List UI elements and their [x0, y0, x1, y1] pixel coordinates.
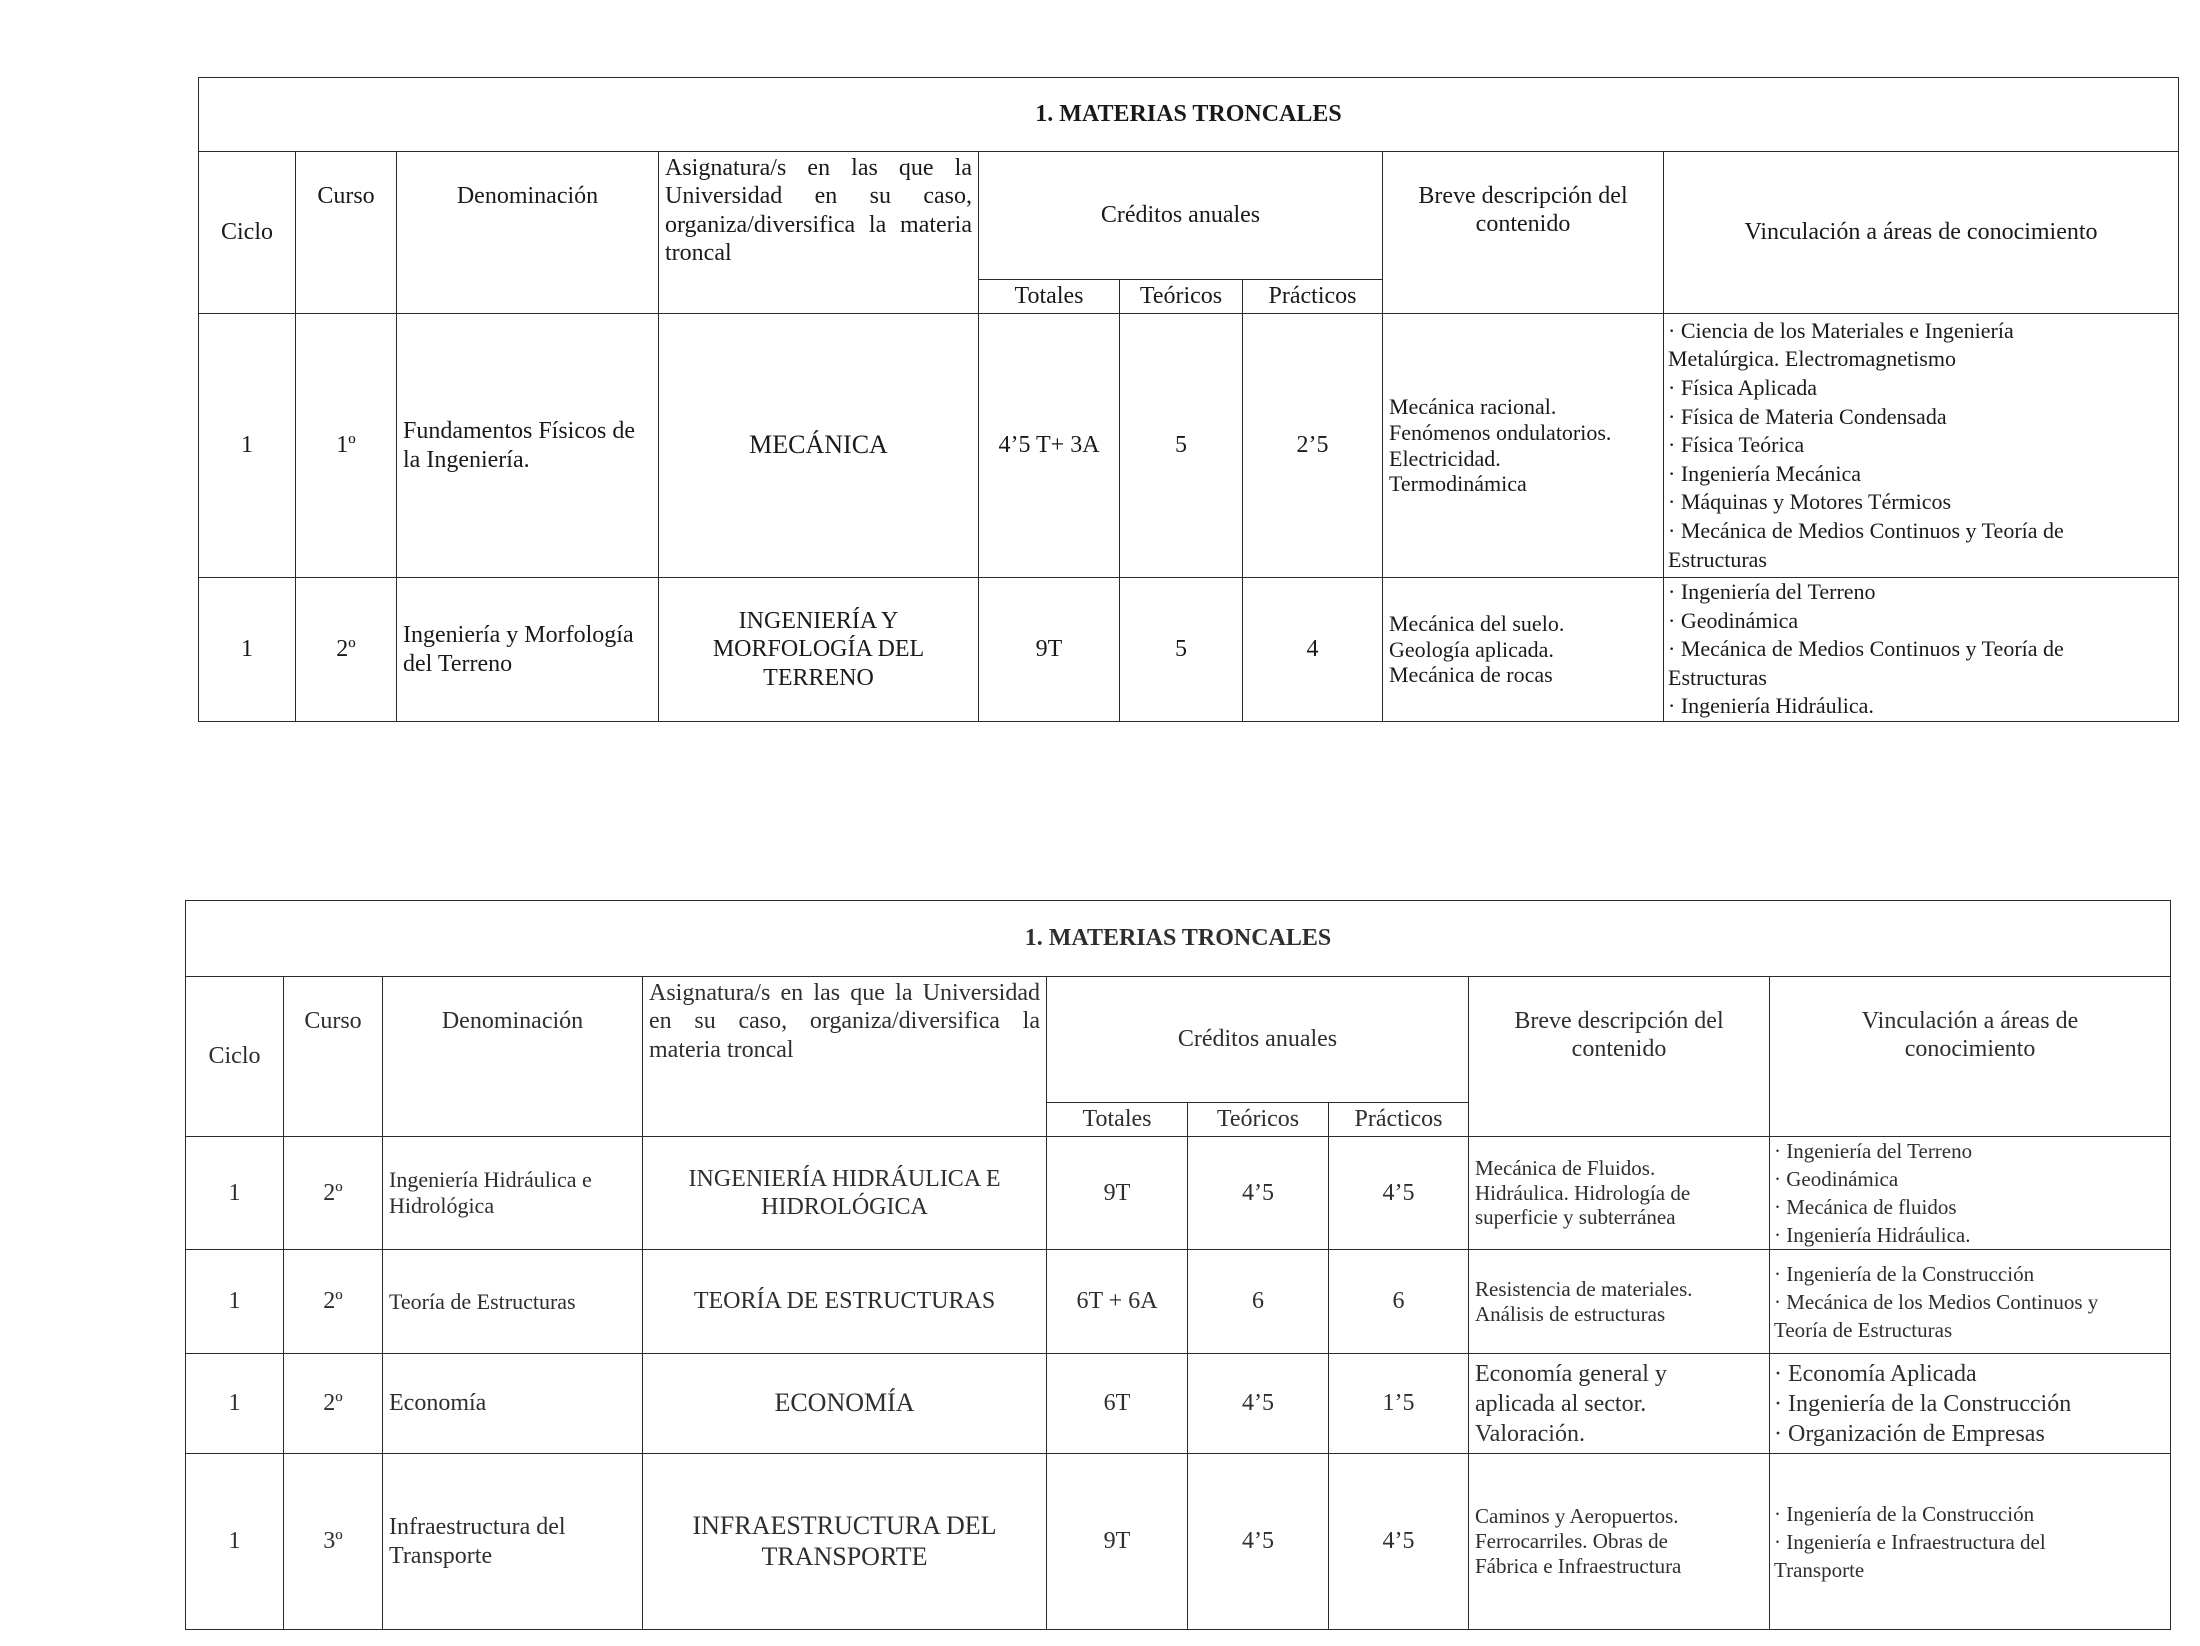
materias-table-2: [185, 900, 2171, 1630]
header-asignatura: Asignatura/s en las que la Universidad en su caso, organiza/diversifica la materia troncal: [643, 977, 1047, 1137]
area-line: · Mecánica de fluidos: [1774, 1195, 1957, 1219]
cell-curso: 2º: [284, 1137, 383, 1250]
desc-line: Termodinámica: [1389, 471, 1527, 497]
area-line: · Ingeniería de la Construcción: [1774, 1390, 2072, 1417]
header-curso: Curso: [284, 977, 383, 1137]
cell-ciclo: 1: [199, 578, 296, 722]
cell-ciclo: 1: [186, 1454, 284, 1630]
cell-denominacion: Fundamentos Físicos de la Ingeniería.: [397, 314, 659, 578]
cell-practicos: 6: [1329, 1250, 1469, 1354]
header-teoricos: Teóricos: [1188, 1103, 1329, 1137]
area-line: · Ingeniería de la Construcción: [1774, 1501, 2035, 1526]
cell-asignatura: INFRAESTRUCTURA DEL TRANSPORTE: [643, 1454, 1047, 1630]
cell-totales: 9T: [1047, 1454, 1188, 1630]
area-line: · Ingeniería del Terreno: [1668, 579, 1876, 605]
desc-line: Hidráulica. Hidrología de: [1475, 1180, 1691, 1205]
cell-denominacion: Economía: [383, 1354, 643, 1454]
materias-table-1: [198, 77, 2179, 722]
desc-line: Ferrocarriles. Obras de: [1475, 1529, 1668, 1554]
cell-totales: 9T: [1047, 1137, 1188, 1250]
cell-teoricos: 4’5: [1188, 1137, 1329, 1250]
cell-vinculacion: [1770, 1137, 2171, 1250]
cell-curso: 2º: [284, 1354, 383, 1454]
cell-curso: 3º: [284, 1454, 383, 1630]
desc-line: aplicada al sector.: [1475, 1390, 1647, 1417]
header-ciclo: Ciclo: [186, 977, 284, 1137]
header-curso: Curso: [296, 152, 397, 314]
cell-vinculacion: [1770, 1250, 2171, 1354]
desc-line: Fenómenos ondulatorios.: [1389, 419, 1612, 445]
area-line: Estructuras: [1668, 664, 1767, 690]
desc-line: superficie y subterránea: [1475, 1205, 1676, 1230]
header-ciclo: Ciclo: [199, 152, 296, 314]
cell-practicos: 1’5: [1329, 1354, 1469, 1454]
cell-totales: 4’5 T+ 3A: [979, 314, 1120, 578]
cell-totales: 6T + 6A: [1047, 1250, 1188, 1354]
cell-denominacion: Teoría de Estructuras: [383, 1250, 643, 1354]
cell-teoricos: 5: [1120, 578, 1243, 722]
cell-practicos: 4’5: [1329, 1137, 1469, 1250]
table-title: 1. MATERIAS TRONCALES: [199, 78, 2179, 152]
header-descripcion: Breve descripción del contenido: [1383, 152, 1664, 314]
table-title: 1. MATERIAS TRONCALES: [186, 901, 2171, 977]
header-practicos: Prácticos: [1243, 280, 1383, 314]
cell-descripcion: [1469, 1454, 1770, 1630]
header-vinculacion: Vinculación a áreas de conocimiento: [1770, 977, 2171, 1137]
cell-denominacion: Ingeniería y Morfología del Terreno: [397, 578, 659, 722]
area-line: · Economía Aplicada: [1774, 1360, 1977, 1387]
area-line: Estructuras: [1668, 546, 1767, 572]
cell-denominacion: Infraestructura del Transporte: [383, 1454, 643, 1630]
table-row: [186, 1354, 2171, 1454]
area-line: · Ingeniería del Terreno: [1774, 1139, 1973, 1163]
cell-teoricos: 4’5: [1188, 1354, 1329, 1454]
cell-vinculacion: [1664, 578, 2179, 722]
cell-descripcion: [1469, 1354, 1770, 1454]
cell-vinculacion: [1770, 1454, 2171, 1630]
area-line: · Ingeniería e Infraestructura del: [1774, 1529, 2046, 1554]
table-row: [186, 1454, 2171, 1630]
table-row: [199, 314, 2179, 578]
desc-line: Mecánica racional.: [1389, 393, 1557, 419]
desc-line: Valoración.: [1475, 1420, 1585, 1447]
cell-practicos: 2’5: [1243, 314, 1383, 578]
header-denominacion: Denominación: [397, 152, 659, 314]
cell-descripcion: [1469, 1250, 1770, 1354]
area-line: · Física Teórica: [1668, 432, 1805, 458]
area-line: · Ingeniería Hidráulica.: [1668, 693, 1874, 719]
desc-line: Mecánica del suelo.: [1389, 610, 1565, 636]
area-line: · Física Aplicada: [1668, 375, 1818, 401]
desc-line: Resistencia de materiales.: [1475, 1276, 1693, 1301]
cell-descripcion: [1383, 314, 1664, 578]
cell-vinculacion: [1770, 1354, 2171, 1454]
area-line: · Geodinámica: [1668, 607, 1799, 633]
cell-curso: 2º: [296, 578, 397, 722]
header-vinculacion: Vinculación a áreas de conocimiento: [1664, 152, 2179, 314]
header-creditos: Créditos anuales: [1047, 977, 1469, 1103]
cell-teoricos: 6: [1188, 1250, 1329, 1354]
area-line: · Máquinas y Motores Térmicos: [1668, 489, 1952, 515]
cell-asignatura: TEORÍA DE ESTRUCTURAS: [643, 1250, 1047, 1354]
area-line: · Mecánica de Medios Continuos y Teoría de: [1668, 517, 2064, 543]
header-asignatura: Asignatura/s en las que la Universidad en su caso, organiza/diversifica la materia troncal: [659, 152, 979, 314]
desc-line: Mecánica de rocas: [1389, 662, 1553, 688]
cell-practicos: 4: [1243, 578, 1383, 722]
area-line: · Ingeniería de la Construcción: [1774, 1261, 2035, 1286]
cell-vinculacion: [1664, 314, 2179, 578]
cell-curso: 1º: [296, 314, 397, 578]
area-line: · Mecánica de los Medios Continuos y: [1774, 1289, 2099, 1314]
area-line: · Física de Materia Condensada: [1668, 403, 1947, 429]
cell-descripcion: [1383, 578, 1664, 722]
cell-asignatura: INGENIERÍA HIDRÁULICA E HIDROLÓGICA: [643, 1137, 1047, 1250]
desc-line: Economía general y: [1475, 1360, 1667, 1387]
desc-line: Caminos y Aeropuertos.: [1475, 1504, 1679, 1529]
area-line: · Geodinámica: [1774, 1167, 1899, 1191]
cell-ciclo: 1: [199, 314, 296, 578]
header-descripcion: Breve descripción del contenido: [1469, 977, 1770, 1137]
cell-denominacion: Ingeniería Hidráulica e Hidrológica: [383, 1137, 643, 1250]
header-totales: Totales: [1047, 1103, 1188, 1137]
area-line: Teoría de Estructuras: [1774, 1317, 1953, 1342]
area-line: Transporte: [1774, 1557, 1865, 1582]
cell-practicos: 4’5: [1329, 1454, 1469, 1630]
desc-line: Mecánica de Fluidos.: [1475, 1155, 1656, 1180]
area-line: Metalúrgica. Electromagnetismo: [1668, 346, 1956, 372]
cell-teoricos: 4’5: [1188, 1454, 1329, 1630]
desc-line: Análisis de estructuras: [1475, 1301, 1666, 1326]
table-row: [186, 1137, 2171, 1250]
header-totales: Totales: [979, 280, 1120, 314]
cell-ciclo: 1: [186, 1354, 284, 1454]
area-line: · Ciencia de los Materiales e Ingeniería: [1668, 317, 2014, 343]
header-teoricos: Teóricos: [1120, 280, 1243, 314]
cell-asignatura: ECONOMÍA: [643, 1354, 1047, 1454]
area-line: · Ingeniería Mecánica: [1668, 460, 1861, 486]
header-creditos: Créditos anuales: [979, 152, 1383, 280]
header-denominacion: Denominación: [383, 977, 643, 1137]
table-row: [199, 578, 2179, 722]
desc-line: Geología aplicada.: [1389, 636, 1554, 662]
area-line: · Ingeniería Hidráulica.: [1774, 1223, 1971, 1247]
table-row: [186, 1250, 2171, 1354]
cell-teoricos: 5: [1120, 314, 1243, 578]
cell-curso: 2º: [284, 1250, 383, 1354]
header-practicos: Prácticos: [1329, 1103, 1469, 1137]
cell-asignatura: MECÁNICA: [659, 314, 979, 578]
cell-ciclo: 1: [186, 1250, 284, 1354]
desc-line: Electricidad.: [1389, 445, 1501, 471]
cell-descripcion: [1469, 1137, 1770, 1250]
cell-asignatura: INGENIERÍA Y MORFOLOGÍA DEL TERRENO: [659, 578, 979, 722]
cell-totales: 9T: [979, 578, 1120, 722]
area-line: · Organización de Empresas: [1774, 1420, 2045, 1447]
cell-totales: 6T: [1047, 1354, 1188, 1454]
area-line: · Mecánica de Medios Continuos y Teoría de: [1668, 636, 2064, 662]
desc-line: Fábrica e Infraestructura: [1475, 1553, 1682, 1578]
cell-ciclo: 1: [186, 1137, 284, 1250]
